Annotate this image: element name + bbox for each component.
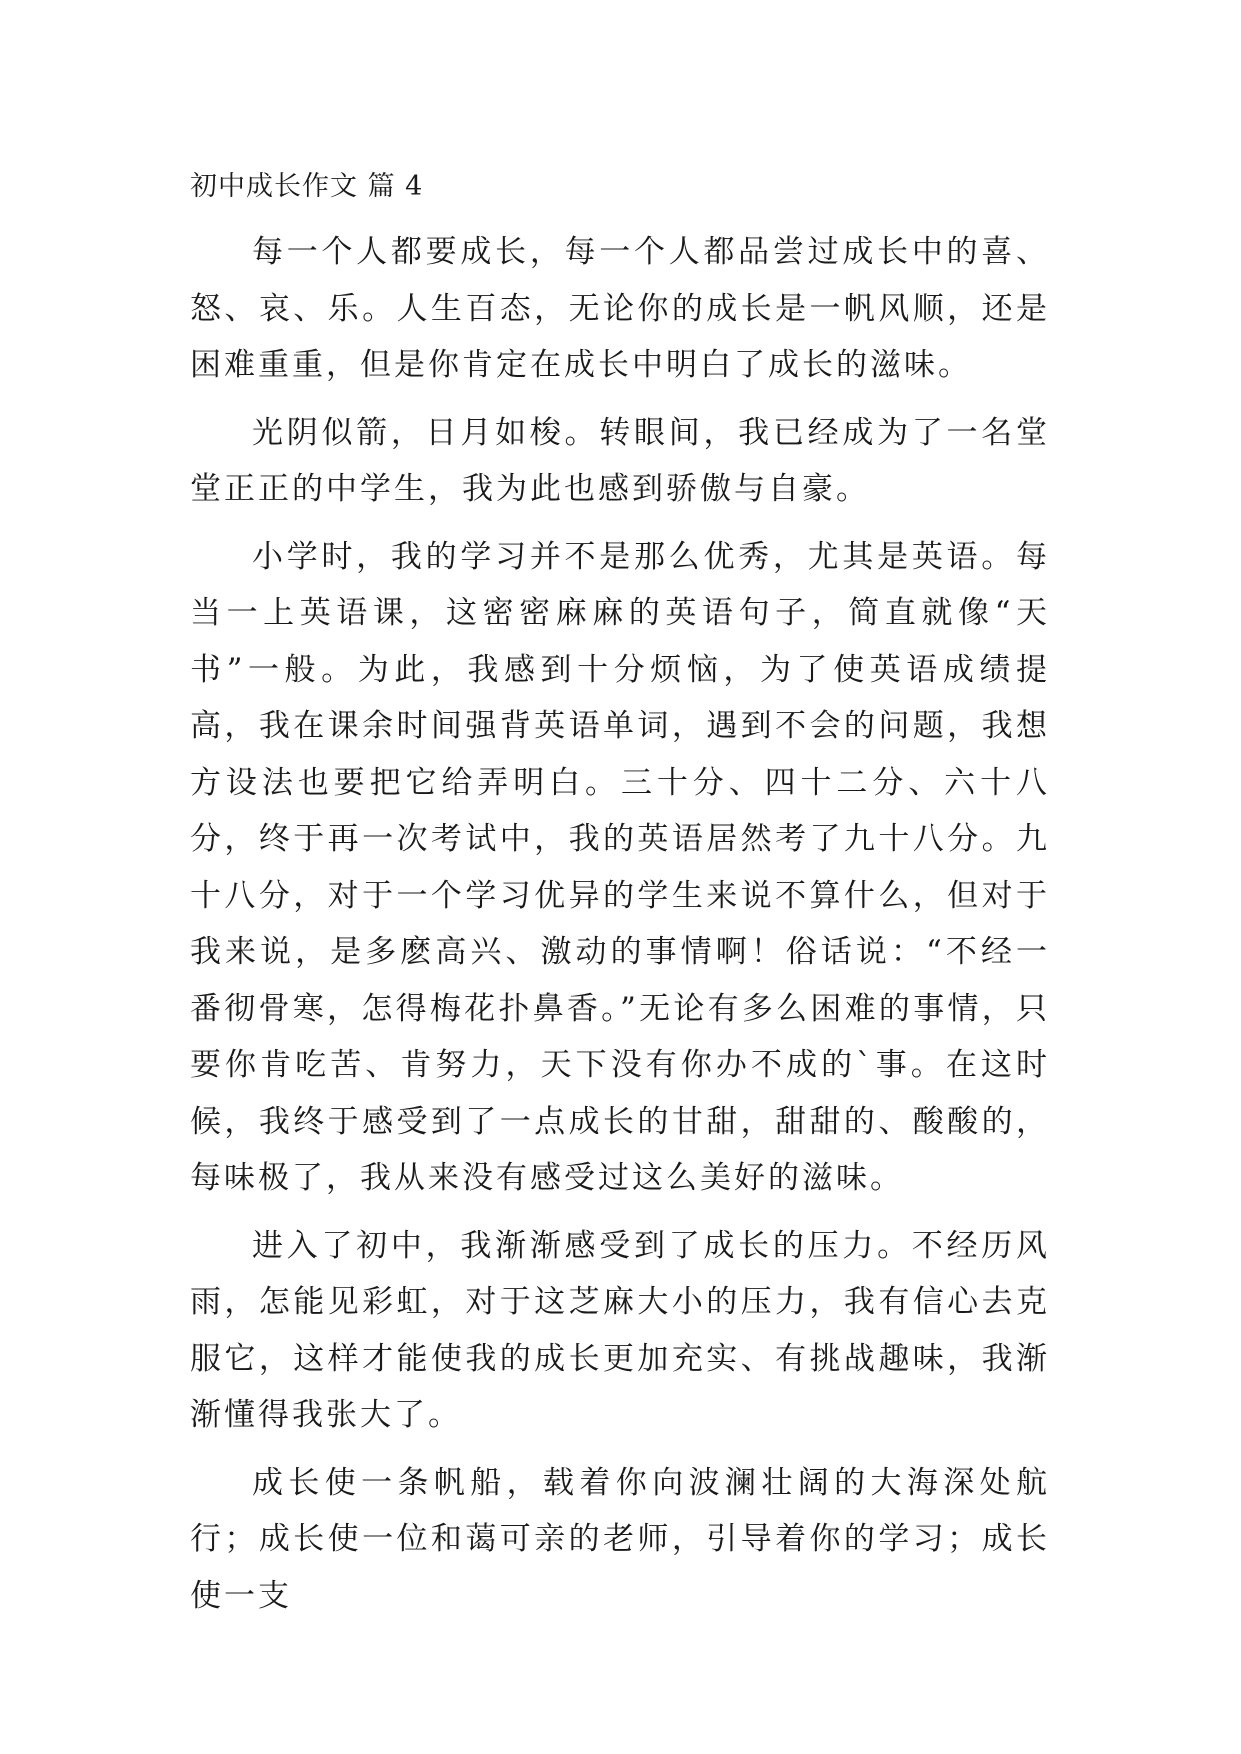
paragraph-2: 光阴似箭，日月如梭。转眼间，我已经成为了一名堂堂正正的中学生，我为此也感到骄傲与自豪。 <box>190 414 1050 507</box>
paragraph-4: 进入了初中，我渐渐感受到了成长的压力。不经历风雨，怎能见彩虹，对于这芝麻大小的压力，我有信心去克服它，这样才能使我的成长更加充实、有挑战趣味，我渐渐懂得我张大了。 <box>190 1227 1050 1433</box>
paragraph-3: 小学时，我的学习并不是那么优秀，尤其是英语。每当一上英语课，这密密麻麻的英语句子，简直就像“天书”一般。为此，我感到十分烦恼，为了使英语成绩提高，我在课余时间强背英语单词，遇到不会的问题，我想方设法也要把它给弄明白。三十分、四十二分、六十八分，终于再一次考试中，我的英语居然考了九十八分。九十八分，对于一个学习优异的学生来说不算什么，但对于我来说，是多麽高兴、激动的事情啊！俗话说：“不经一番彻骨寒，怎得梅花扑鼻香。”无论有多么困难的事情，只要你肯吃苦、肯努力，天下没有你办不成的`事。在这时候，我终于感受到了一点成长的甘甜，甜甜的、酸酸的，每味极了，我从来没有感受过这么美好的滋味。 <box>190 538 1050 1196</box>
document-title: 初中成长作文 篇 4 <box>190 171 424 202</box>
paragraph-1: 每一个人都要成长，每一个人都品尝过成长中的喜、怒、哀、乐。人生百态，无论你的成长是一帆风顺，还是困难重重，但是你肯定在成长中明白了成长的滋味。 <box>190 234 1050 383</box>
document-body <box>190 168 1050 1635</box>
paragraph-5: 成长使一条帆船，载着你向波澜壮阔的大海深处航行；成长使一位和蔼可亲的老师，引导着你的学习；成长使一支 <box>190 1464 1050 1614</box>
